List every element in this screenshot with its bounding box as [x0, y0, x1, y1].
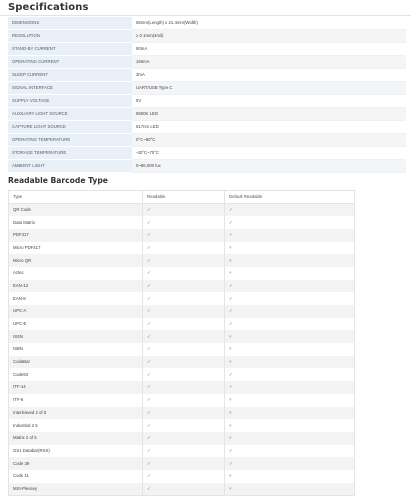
barcode-type-cell: Micro QR: [9, 254, 143, 267]
spec-value: 55mm(Length) x 21.4mm(Width): [132, 17, 406, 30]
spec-row: [8, 160, 406, 173]
barcode-row: [9, 343, 355, 356]
default-readable-column-header: Default Readable: [225, 191, 355, 204]
readable-mark: ✓: [143, 343, 225, 356]
default-readable-mark: ✓: [225, 368, 355, 381]
spec-row: [8, 134, 406, 147]
default-readable-mark: ✓: [225, 305, 355, 318]
default-readable-mark: ✓: [225, 292, 355, 305]
barcode-row: [9, 254, 355, 267]
barcode-type-heading: Readable Barcode Type: [8, 176, 108, 185]
spec-label: RESOLUTION: [8, 30, 132, 43]
readable-mark: ✓: [143, 368, 225, 381]
spec-row: [8, 56, 406, 69]
readable-mark: ✓: [143, 445, 225, 458]
default-readable-mark: ×: [225, 267, 355, 280]
barcode-row: [9, 394, 355, 407]
barcode-row: [9, 356, 355, 369]
default-readable-mark: ✓: [225, 280, 355, 293]
specifications-heading: Specifications: [8, 2, 89, 13]
barcode-type-cell: UPC-A: [9, 305, 143, 318]
spec-row: [8, 69, 406, 82]
barcode-type-cell: UPC-E: [9, 318, 143, 331]
spec-row: [8, 43, 406, 56]
readable-mark: ✓: [143, 381, 225, 394]
barcode-row: [9, 280, 355, 293]
spec-label: AMBIENT LIGHT: [8, 160, 132, 173]
spec-row: [8, 17, 406, 30]
barcode-type-cell: Code 39: [9, 457, 143, 470]
barcode-row: [9, 267, 355, 280]
readable-mark: ✓: [143, 267, 225, 280]
spec-value: 0~86,000 lux: [132, 160, 406, 173]
barcode-type-cell: Data Matrix: [9, 216, 143, 229]
barcode-table-header: [9, 191, 355, 204]
type-column-header: Type: [9, 191, 143, 204]
spec-row: [8, 82, 406, 95]
barcode-type-cell: PDF417: [9, 229, 143, 242]
spec-value: 160mA: [132, 56, 406, 69]
barcode-row: [9, 407, 355, 420]
readable-mark: ✓: [143, 394, 225, 407]
barcode-type-cell: ITF-14: [9, 381, 143, 394]
spec-label: OPERATING TEMPERATURE: [8, 134, 132, 147]
spec-label: OPERATING CURRENT: [8, 56, 132, 69]
barcode-row: [9, 445, 355, 458]
barcode-row: [9, 216, 355, 229]
default-readable-mark: ✓: [225, 445, 355, 458]
barcode-row: [9, 368, 355, 381]
readable-mark: ✓: [143, 407, 225, 420]
default-readable-mark: ×: [225, 242, 355, 255]
readable-mark: ✓: [143, 483, 225, 496]
default-readable-mark: ×: [225, 330, 355, 343]
barcode-type-cell: Aztec: [9, 267, 143, 280]
specifications-table: [8, 17, 406, 173]
readable-mark: ✓: [143, 457, 225, 470]
readable-mark: ✓: [143, 330, 225, 343]
barcode-type-table: [8, 190, 355, 496]
spec-row: [8, 108, 406, 121]
spec-value: ≥ 0.1mm(4mil): [132, 30, 406, 43]
default-readable-mark: ×: [225, 343, 355, 356]
spec-row: [8, 147, 406, 160]
default-readable-mark: ×: [225, 407, 355, 420]
spec-label: SIGNAL INTERFACE: [8, 82, 132, 95]
barcode-row: [9, 330, 355, 343]
specifications-table-body: [8, 17, 406, 173]
default-readable-mark: ×: [225, 419, 355, 432]
barcode-type-cell: ITF-6: [9, 394, 143, 407]
spec-row: [8, 30, 406, 43]
readable-mark: ✓: [143, 305, 225, 318]
default-readable-mark: ×: [225, 470, 355, 483]
barcode-type-cell: Code93: [9, 368, 143, 381]
default-readable-mark: ×: [225, 356, 355, 369]
barcode-row: [9, 457, 355, 470]
readable-mark: ✓: [143, 280, 225, 293]
spec-row: [8, 95, 406, 108]
default-readable-mark: ✓: [225, 381, 355, 394]
default-readable-mark: ✓: [225, 318, 355, 331]
barcode-type-cell: Interleaved 2 of 5: [9, 407, 143, 420]
barcode-row: [9, 305, 355, 318]
barcode-type-cell: EAN-13: [9, 280, 143, 293]
spec-label: AUXILIARY LIGHT SOURCE: [8, 108, 132, 121]
readable-mark: ✓: [143, 254, 225, 267]
readable-column-header: Readable: [143, 191, 225, 204]
barcode-type-cell: ISBN: [9, 343, 143, 356]
default-readable-mark: ✓: [225, 229, 355, 242]
spec-label: SUPPLY VOLTAGE: [8, 95, 132, 108]
spec-label: CAPTURE LIGHT SOURCE: [8, 121, 132, 134]
spec-value: 50mA: [132, 43, 406, 56]
default-readable-mark: ×: [225, 483, 355, 496]
spec-value: UART/USB Type C: [132, 82, 406, 95]
barcode-row: [9, 419, 355, 432]
default-readable-mark: ×: [225, 432, 355, 445]
barcode-row: [9, 470, 355, 483]
spec-value: 5V: [132, 95, 406, 108]
heading-divider: [0, 15, 411, 16]
barcode-row: [9, 292, 355, 305]
default-readable-mark: ×: [225, 254, 355, 267]
default-readable-mark: ✓: [225, 216, 355, 229]
barcode-type-cell: EAN-8: [9, 292, 143, 305]
barcode-type-cell: QR Code: [9, 204, 143, 217]
barcode-table-body: [9, 204, 355, 496]
barcode-type-cell: Code 11: [9, 470, 143, 483]
barcode-row: [9, 432, 355, 445]
readable-mark: ✓: [143, 356, 225, 369]
spec-row: [8, 121, 406, 134]
barcode-type-cell: CodaBar: [9, 356, 143, 369]
barcode-header-row: [9, 191, 355, 204]
spec-value: 6500K LED: [132, 108, 406, 121]
spec-label: STORAGE TEMPERATURE: [8, 147, 132, 160]
spec-label: DIMENSIONS: [8, 17, 132, 30]
barcode-type-cell: Matrix 2 of 5: [9, 432, 143, 445]
spec-label: SLEEP CURRENT: [8, 69, 132, 82]
readable-mark: ✓: [143, 216, 225, 229]
barcode-row: [9, 318, 355, 331]
readable-mark: ✓: [143, 204, 225, 217]
default-readable-mark: ×: [225, 394, 355, 407]
readable-mark: ✓: [143, 229, 225, 242]
barcode-type-cell: GS1 Databar(RSS): [9, 445, 143, 458]
barcode-type-cell: Industrial 2 5: [9, 419, 143, 432]
barcode-row: [9, 204, 355, 217]
readable-mark: ✓: [143, 292, 225, 305]
default-readable-mark: ✓: [225, 457, 355, 470]
spec-value: 0°C~50°C: [132, 134, 406, 147]
spec-label: STAND-BY CURRENT: [8, 43, 132, 56]
barcode-row: [9, 483, 355, 496]
barcode-type-cell: Micro PDF417: [9, 242, 143, 255]
barcode-row: [9, 229, 355, 242]
barcode-type-cell: ISSN: [9, 330, 143, 343]
readable-mark: ✓: [143, 242, 225, 255]
barcode-row: [9, 242, 355, 255]
readable-mark: ✓: [143, 419, 225, 432]
barcode-type-cell: MSI-Plessey: [9, 483, 143, 496]
readable-mark: ✓: [143, 318, 225, 331]
readable-mark: ✓: [143, 432, 225, 445]
readable-mark: ✓: [143, 470, 225, 483]
spec-value: -40°C~70°C: [132, 147, 406, 160]
barcode-row: [9, 381, 355, 394]
spec-value: 3mA: [132, 69, 406, 82]
spec-value: 617nm LED: [132, 121, 406, 134]
default-readable-mark: ✓: [225, 204, 355, 217]
